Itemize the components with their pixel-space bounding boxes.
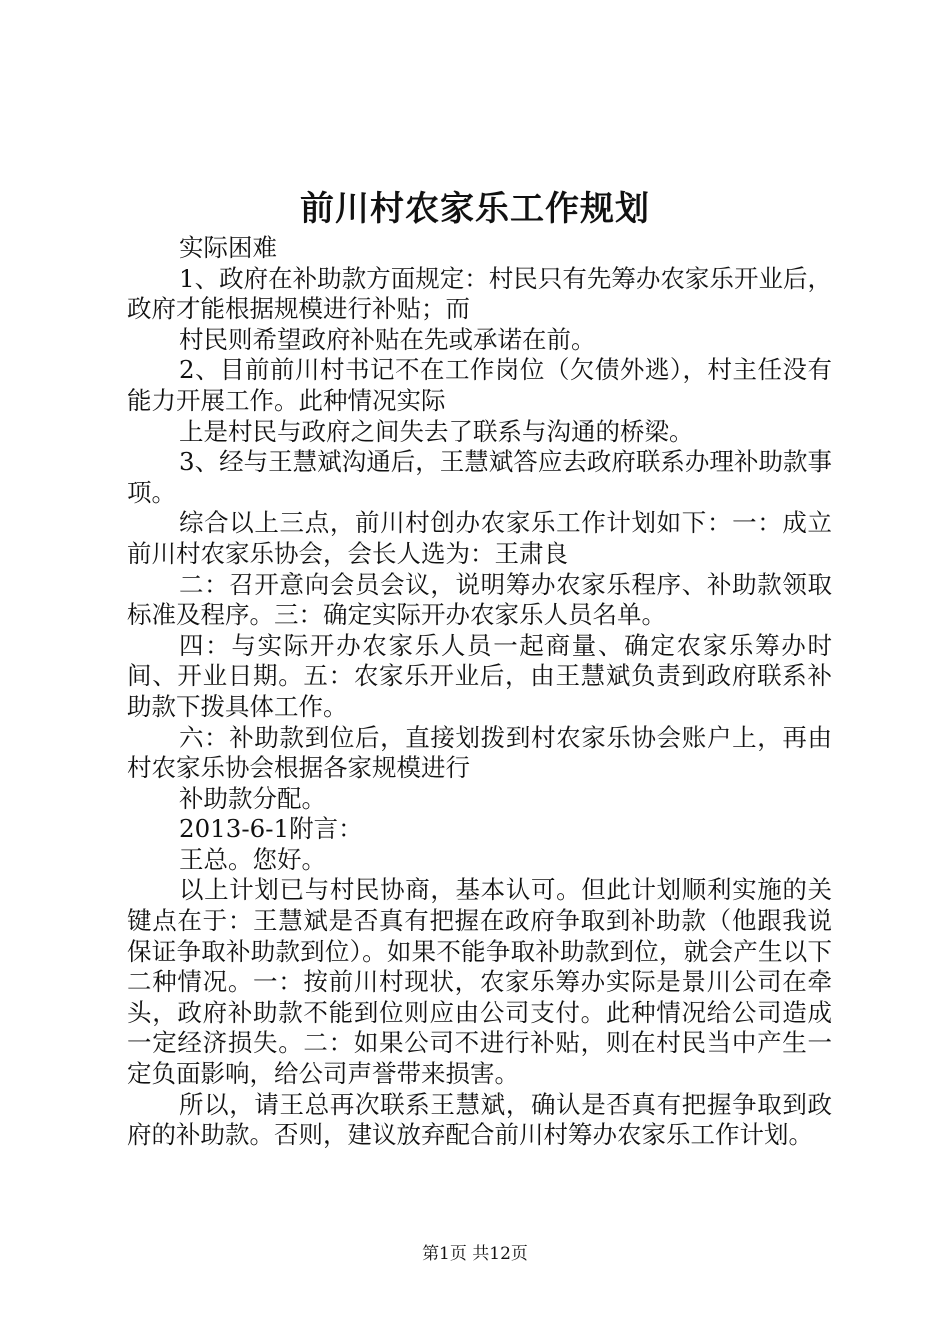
paragraph-date-postscript: 2013-6-1附言： xyxy=(179,814,363,844)
paragraph-point-2: 2、目前前川村书记不在工作岗位（欠债外逃），村主任没有能力开展工作。此种情况实际 xyxy=(127,355,832,415)
document-title: 前川村农家乐工作规划 xyxy=(300,189,650,229)
paragraph-point-3: 3、经与王慧斌沟通后，王慧斌答应去政府联系办理补助款事项。 xyxy=(127,447,832,507)
page-number-footer: 第1页 共12页 xyxy=(422,1244,528,1264)
paragraph-point-1-continued: 村民则希望政府补贴在先或承诺在前。 xyxy=(179,324,596,354)
paragraph-concerns: 以上计划已与村民协商，基本认可。但此计划顺利实施的关键点在于：王慧斌是否真有把握在政府争取到补助款（他跟我说保证争取补助款到位）。如果不能争取补助款到位，就会产生以下二种情况。一：按前川村现状，农家乐筹办实际是景川公司在牵头，政府补助款不能到位则应由公司支付。此种情况给公司造成一定经济损失。二：如果公司不进行补贴，则在村民当中产生一定负面影响，给公司声誉带来损害。 xyxy=(127,875,832,1089)
paragraph-point-1: 1、政府在补助款方面规定：村民只有先筹办农家乐开业后，政府才能根据规模进行补贴；而 xyxy=(127,263,832,324)
document-body xyxy=(127,233,832,1151)
paragraph-greeting: 王总。您好。 xyxy=(179,844,326,874)
paragraph-plan-steps-2-3: 二：召开意向会员会议，说明筹办农家乐程序、补助款领取标准及程序。三：确定实际开办农家乐人员名单。 xyxy=(127,569,832,630)
paragraph-point-2-continued: 上是村民与政府之间失去了联系与沟通的桥梁。 xyxy=(179,416,694,446)
paragraph-conclusion: 所以，请王总再次联系王慧斌，确认是否真有把握争取到政府的补助款。否则，建议放弃配合前川村筹办农家乐工作计划。 xyxy=(127,1089,832,1150)
paragraph-plan-step-6: 六：补助款到位后，直接划拨到村农家乐协会账户上，再由村农家乐协会根据各家规模进行 xyxy=(127,722,832,783)
paragraph-heading-difficulties: 实际困难 xyxy=(179,233,277,262)
paragraph-plan-steps-4-5: 四：与实际开办农家乐人员一起商量、确定农家乐筹办时间、开业日期。五：农家乐开业后，由王慧斌负责到政府联系补助款下拨具体工作。 xyxy=(127,630,832,721)
paragraph-plan-step-1: 综合以上三点，前川村创办农家乐工作计划如下：一：成立前川村农家乐协会，会长人选为：王肃良 xyxy=(127,508,832,568)
paragraph-plan-step-6-continued: 补助款分配。 xyxy=(179,783,326,813)
